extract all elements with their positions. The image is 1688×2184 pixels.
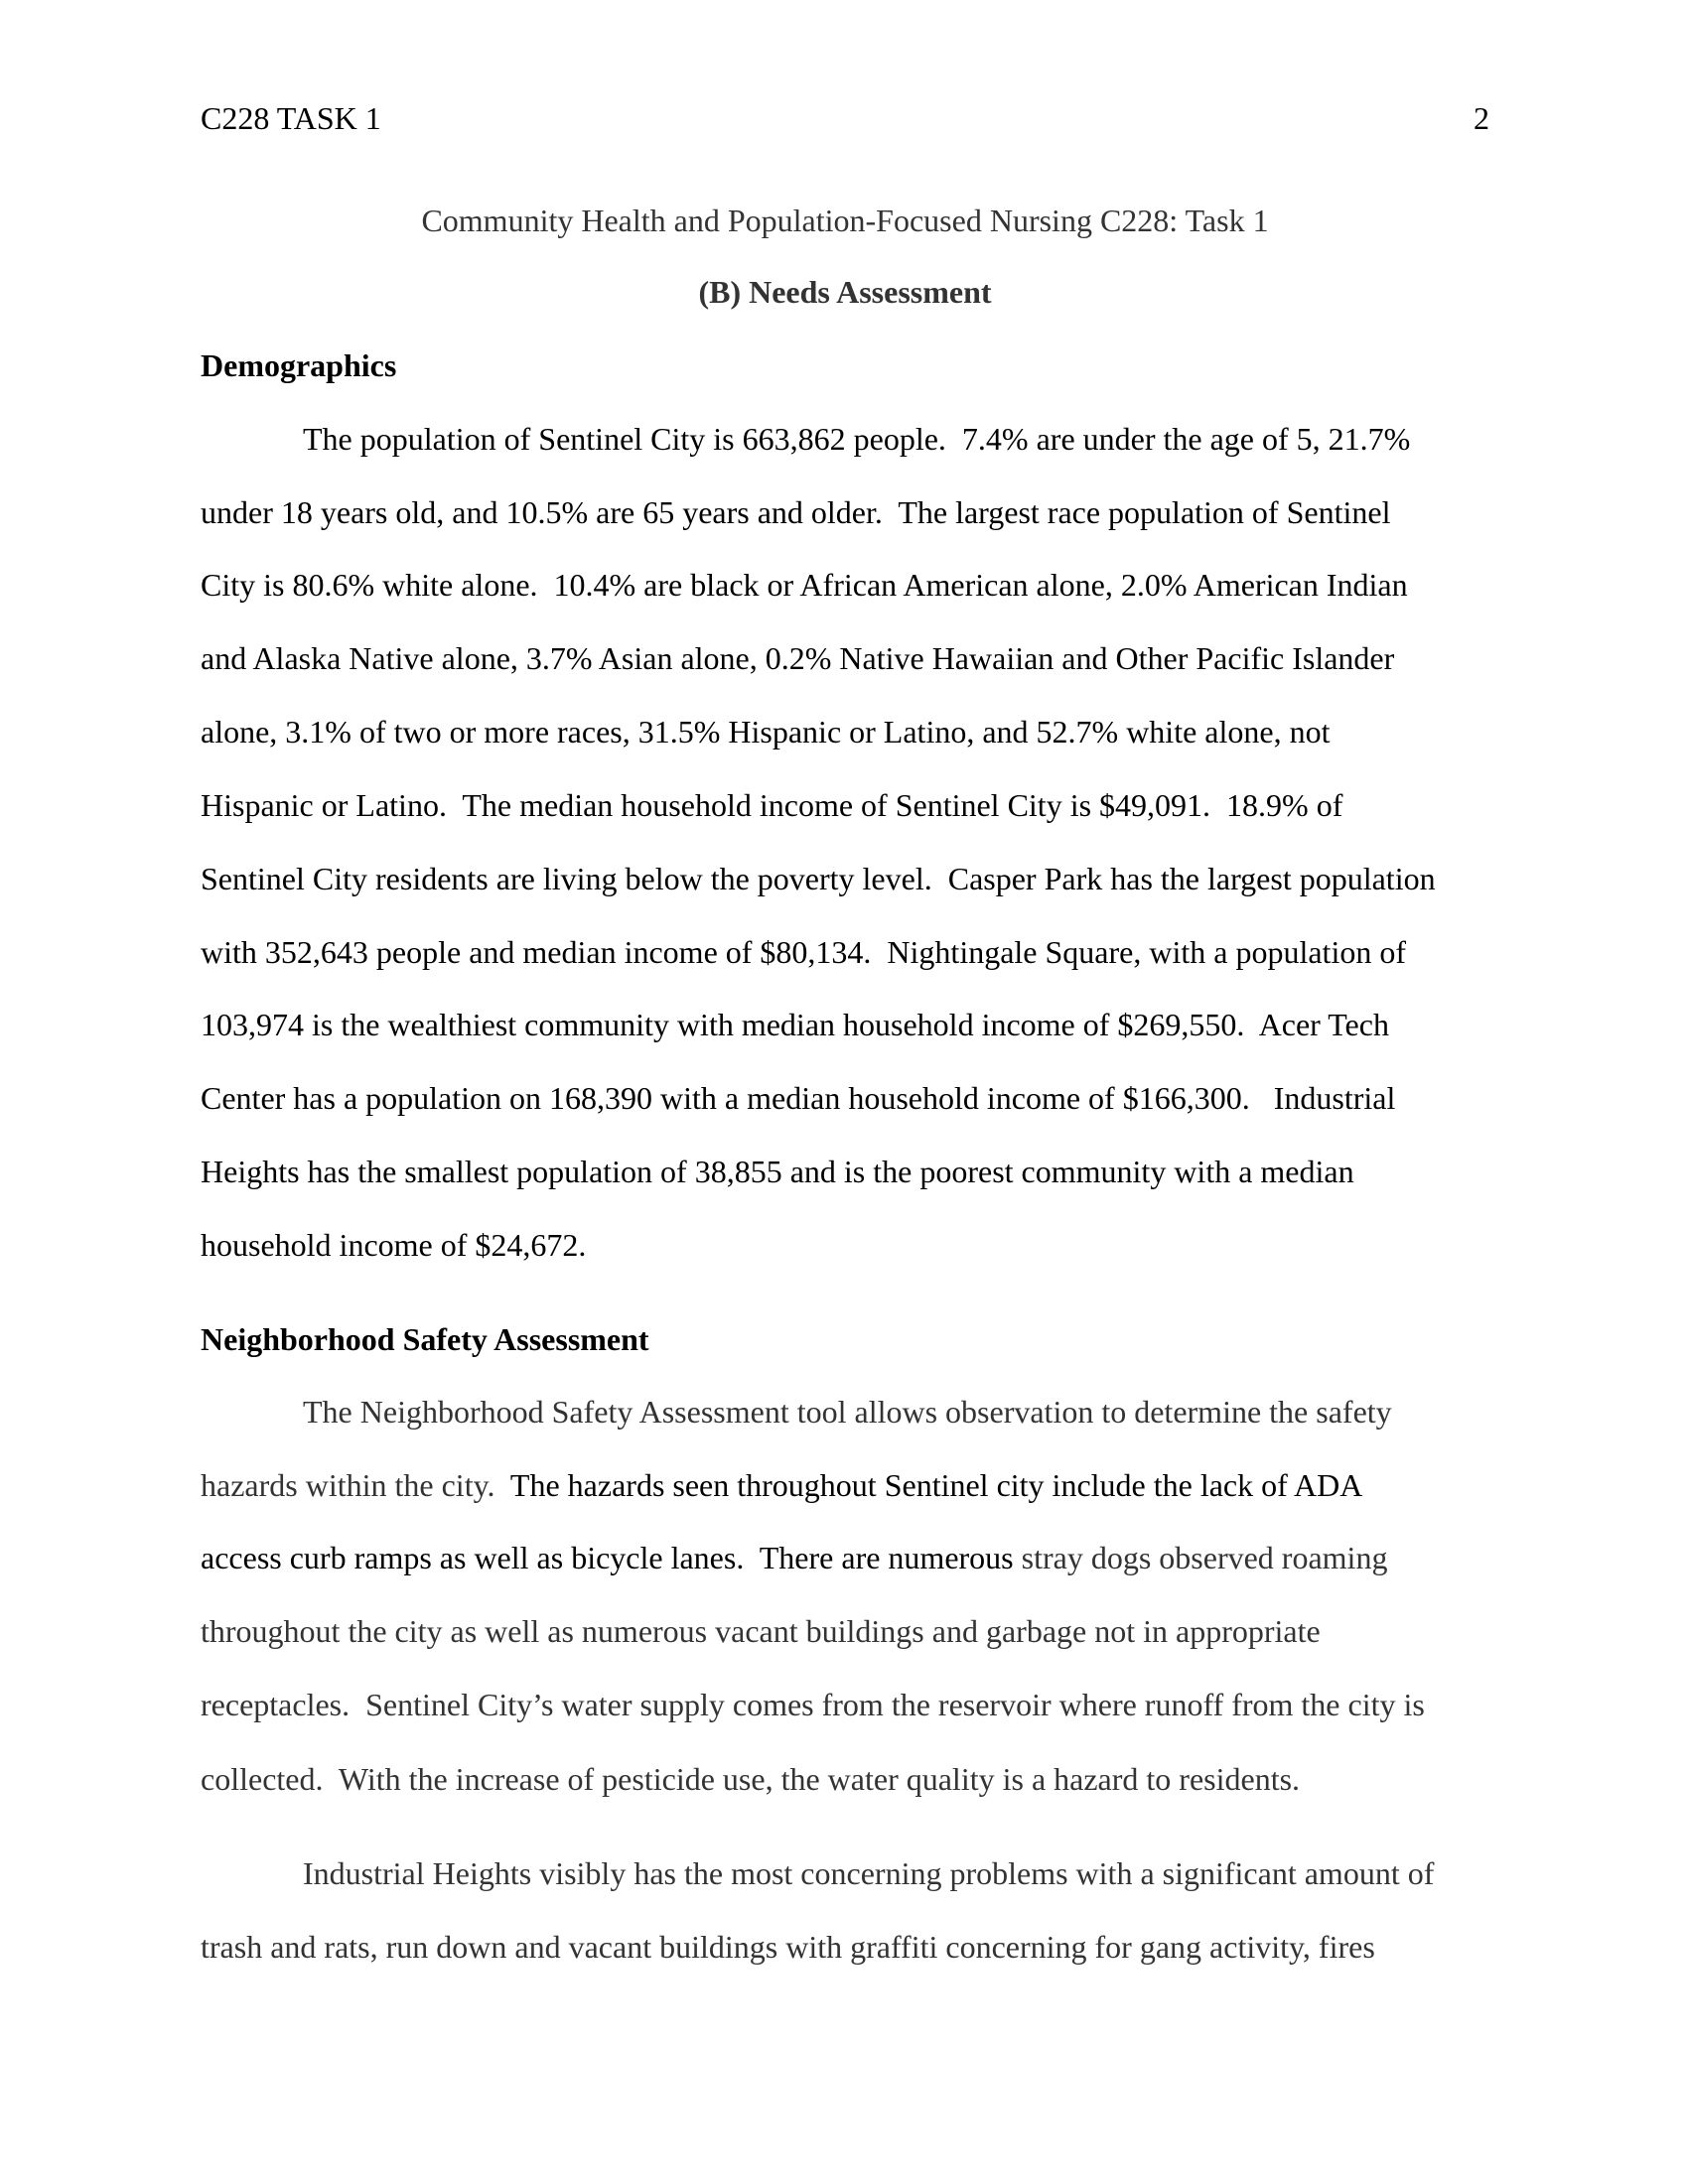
neighborhood-safety-heading: Neighborhood Safety Assessment [201, 1321, 649, 1357]
paragraph-line: receptacles. Sentinel City’s water supply comes from the reservoir where runoff from the city is [201, 1687, 1425, 1722]
paragraph-line: Industrial Heights visibly has the most concerning problems with a significant amount of [303, 1855, 1435, 1891]
paragraph-line: trash and rats, run down and vacant buildings with graffiti concerning for gang activity, fires [201, 1929, 1375, 1965]
paragraph-line: Hispanic or Latino. The median household income of Sentinel City is $49,091. 18.9% of [201, 787, 1343, 823]
black-text-run: access curb ramps as well as bicycle lanes. There are numerous [201, 1540, 1022, 1575]
paragraph-line: City is 80.6% white alone. 10.4% are black or African American alone, 2.0% American Indian [201, 567, 1408, 603]
paragraph-line: under 18 years old, and 10.5% are 65 years and older. The largest race population of Sentinel [201, 494, 1391, 530]
gray-text-run: stray dogs observed roaming [1021, 1540, 1388, 1575]
paragraph-line: Sentinel City residents are living below the poverty level. Casper Park has the largest population [201, 861, 1436, 896]
paragraph-line: alone, 3.1% of two or more races, 31.5% Hispanic or Latino, and 52.7% white alone, not [201, 714, 1331, 750]
paragraph-line: 103,974 is the wealthiest community with median household income of $269,550. Acer Tech [201, 1007, 1389, 1042]
paragraph-line [201, 1538, 1387, 1577]
document-title: Community Health and Population-Focused Nursing C228: Task 1 [421, 203, 1269, 238]
gray-text-run: hazards within the city. [201, 1467, 510, 1503]
black-text-run: The hazards seen throughout Sentinel city include the lack of ADA [509, 1467, 1363, 1503]
paragraph-line: and Alaska Native alone, 3.7% Asian alone, 0.2% Native Hawaiian and Other Pacific Islander [201, 640, 1395, 676]
paragraph-line: The population of Sentinel City is 663,862 people. 7.4% are under the age of 5, 21.7% [303, 421, 1411, 457]
section-title: (B) Needs Assessment [698, 274, 992, 310]
running-head: C228 TASK 1 [201, 100, 381, 136]
page-number: 2 [1474, 100, 1489, 136]
paragraph-line: collected. With the increase of pesticide use, the water quality is a hazard to residents. [201, 1761, 1301, 1797]
paragraph-line: throughout the city as well as numerous vacant buildings and garbage not in appropriate [201, 1613, 1321, 1649]
demographics-heading: Demographics [201, 347, 397, 383]
paragraph-line: The Neighborhood Safety Assessment tool allows observation to determine the safety [303, 1394, 1392, 1430]
paragraph-line: with 352,643 people and median income of $80,134. Nightingale Square, with a population of [201, 934, 1406, 970]
paragraph-line [201, 1465, 1362, 1505]
paragraph-line: household income of $24,672. [201, 1227, 587, 1263]
paragraph-line: Heights has the smallest population of 38,855 and is the poorest community with a median [201, 1154, 1354, 1189]
paragraph-line: Center has a population on 168,390 with a median household income of $166,300. Industrial [201, 1080, 1396, 1116]
